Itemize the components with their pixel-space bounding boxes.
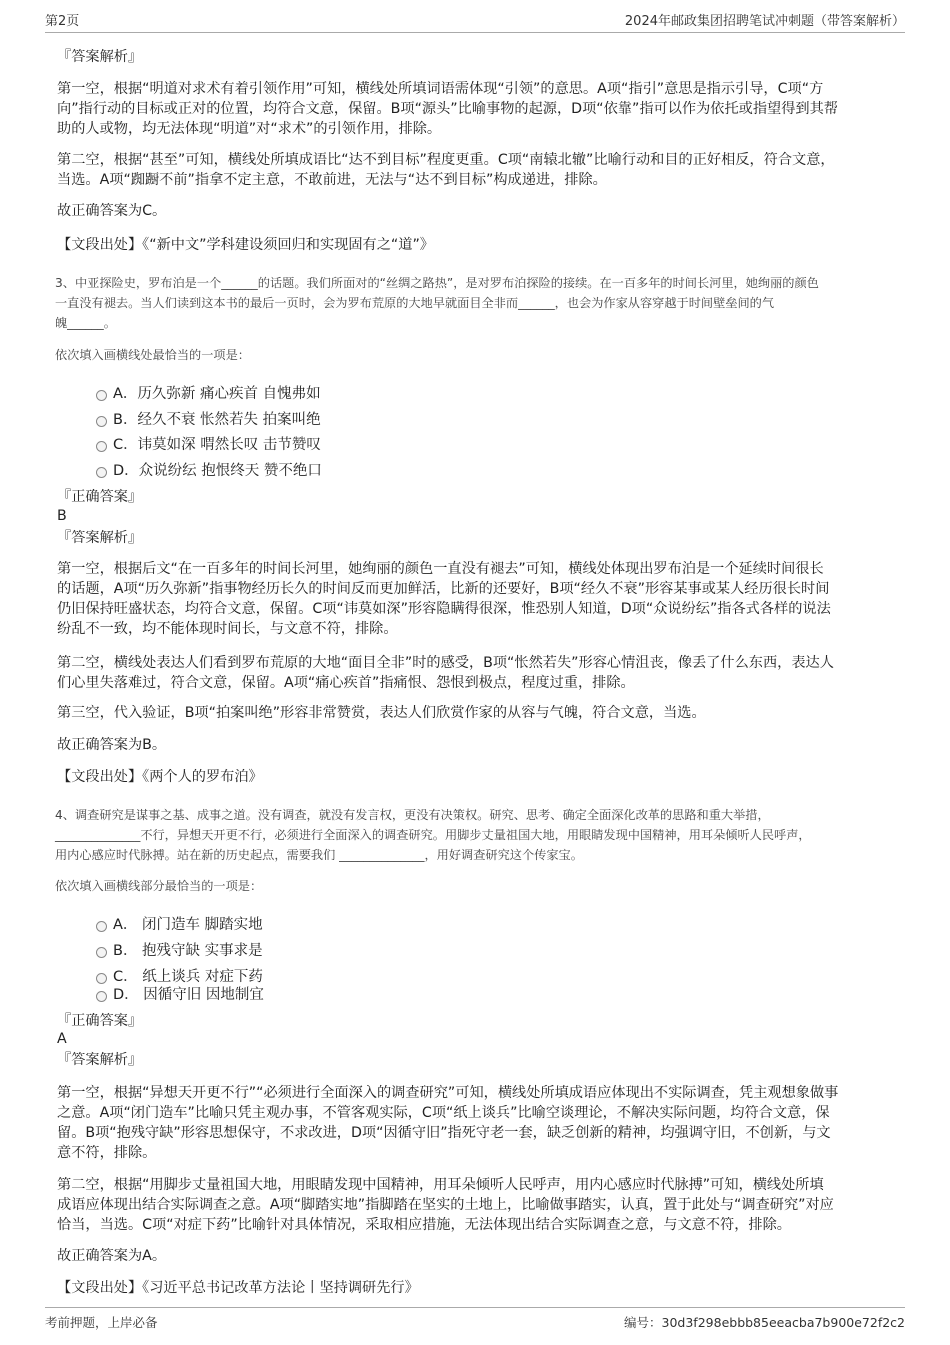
footer-divider [45,1307,905,1308]
footer-slogan: 考前押题，上岸必备 [45,1315,158,1330]
source-citation: 【文段出处】《两个人的罗布泊》 [57,769,263,785]
radio-button[interactable] [96,991,107,1002]
correct-answer: B [57,508,67,524]
option-label: D． 因循守旧 因地制宜 [113,987,264,1003]
radio-button[interactable] [96,973,107,984]
radio-button[interactable] [96,390,107,401]
option-d[interactable] [96,459,322,480]
option-label: D．众说纷纭 抱恨终天 赞不绝口 [113,463,322,479]
text-line: 恰当，当选。C项“对症下药”比喻针对具体情况，采取相应措施，无法体现出结合实际调查之意，与文意不符，排除。 [57,1217,791,1233]
radio-button[interactable] [96,947,107,958]
text-line: 的话题，A项“历久弥新”指事物经历长久的时间反而更加鲜活，比新的还要好，B项“经久不衰”形容某事或某人经历很长时间 [57,581,830,597]
analysis-paragraph [57,559,831,639]
text-line: 们心里失落难过，符合文意，保留。A项“痛心疾首”指痛恨、怨恨到极点，程度过重，排除。 [57,675,635,691]
option-label: A．历久弥新 痛心疾首 自愧弗如 [113,386,321,402]
option-label: C．讳莫如深 喟然长叹 击节赞叹 [113,437,321,453]
correct-answer: A [57,1031,67,1047]
question-prompt: 依次填入画横线处最恰当的一项是： [55,348,250,362]
text-line: 一直没有褪去。当人们读到这本书的最后一页时，会为罗布荒原的大地早就面目全非而______，也会为作家从容穿越于时间壁垒间的气 [55,296,775,310]
analysis-paragraph [57,653,834,693]
option-a[interactable] [96,913,263,934]
analysis-paragraph [57,1175,834,1235]
text-line: 仍旧保持旺盛状态，均符合文意，保留。C项“讳莫如深”形容隐瞒得很深，惟恐别人知道，D项“众说纷纭”指各式各样的说法 [57,601,831,617]
analysis-label: 『答案解析』 [57,49,143,65]
analysis-paragraph [57,150,835,190]
text-line: 意不符，排除。 [57,1145,157,1161]
text-line: 第二空，根据“甚至”可知，横线处所填成语比“达不到目标”程度更重。C项“南辕北辙”比喻行动和目的正好相反，符合文意， [57,152,835,168]
text-line: 纷乱不一致，均不能体现时间长，与文意不符，排除。 [57,621,398,637]
text-line: 第一空，根据后文“在一百多年的时间长河里，她绚丽的颜色一直没有褪去”可知，横线处体现出罗布泊是一个延续时间很长 [57,561,824,577]
correct-answer-label: 『正确答案』 [57,489,143,505]
question-prompt: 依次填入画横线部分最恰当的一项是： [55,879,263,893]
analysis-paragraph [57,703,706,723]
source-citation: 【文段出处】《习近平总书记改革方法论丨坚持调研先行》 [57,1280,419,1296]
document-title: 2024年邮政集团招聘笔试冲刺题（带答案解析） [624,14,905,29]
radio-button[interactable] [96,441,107,452]
text-line: 助的人或物，均无法体现“明道”对“求术”的引领作用，排除。 [57,121,442,137]
text-line: 第三空，代入验证，B项“拍案叫绝”形容非常赞赏，表达人们欣赏作家的从容与气魄，符合文意，当选。 [57,705,706,721]
conclusion: 故正确答案为A。 [57,1248,167,1264]
radio-button[interactable] [96,467,107,478]
option-label: B．经久不衰 怅然若失 拍案叫绝 [113,412,321,428]
page-number: 第2页 [45,14,80,29]
option-b[interactable] [96,408,321,429]
text-line: 之意。A项“闭门造车”比喻只凭主观办事，不管客观实际，C项“纸上谈兵”比喻空谈理论，不解决实际问题，均符合文意，保 [57,1105,830,1121]
correct-answer-label: 『正确答案』 [57,1013,143,1029]
question-stem [55,273,819,333]
analysis-label: 『答案解析』 [57,1052,143,1068]
text-line: ______________不行，异想天开更不行，必须进行全面深入的调查研究。用脚步丈量祖国大地，用眼睛发现中国精神，用耳朵倾听人民呼声， [55,828,811,842]
text-line: 第一空，根据“异想天开更不行”“必须进行全面深入的调查研究”可知，横线处所填成语应体现出不实际调查，凭主观想象做事 [57,1085,839,1101]
text-line: 成语应体现出结合实际调查之意。A项“脚踏实地”指脚踏在坚实的土地上，比喻做事踏实，认真，置于此处与“调查研究”对应 [57,1197,834,1213]
source-citation: 【文段出处】《“新中文”学科建设须回归和实现固有之“道”》 [57,237,434,253]
text-line: 3、中亚探险史，罗布泊是一个______的话题。我们所面对的“丝绸之路热”，是对罗布泊探险的接续。在一百多年的时间长河里，她绚丽的颜色 [55,276,819,290]
header-divider [45,32,905,33]
option-c[interactable] [96,433,321,454]
text-line: 留。B项“抱残守缺”形容思想保守，不求改进，D项“因循守旧”指死守老一套，缺乏创新的精神，均强调守旧，不创新，与文 [57,1125,831,1141]
text-line: 第二空，根据“用脚步丈量祖国大地，用眼睛发现中国精神，用耳朵倾听人民呼声，用内心感应时代脉搏”可知，横线处所填 [57,1177,824,1193]
option-label: B． 抱残守缺 实事求是 [113,943,263,959]
analysis-label: 『答案解析』 [57,530,143,546]
option-label: A． 闭门造车 脚踏实地 [113,917,263,933]
radio-button[interactable] [96,921,107,932]
question-stem [55,805,811,865]
text-line: 第二空，横线处表达人们看到罗布荒原的大地“面目全非”时的感受，B项“怅然若失”形容心情沮丧，像丢了什么东西，表达人 [57,655,834,671]
option-b[interactable] [96,939,263,960]
document-id: 编号：30d3f298ebbb85eeacba7b900e72f2c2 [624,1315,905,1330]
radio-button[interactable] [96,416,107,427]
text-line: 当选。A项“踟蹰不前”指拿不定主意，不敢前进，无法与“达不到目标”构成递进，排除。 [57,172,607,188]
text-line: 4、调查研究是谋事之基、成事之道。没有调查，就没有发言权，更没有决策权。研究、思考、确定全面深化改革的思路和重大举措， [55,808,770,822]
conclusion: 故正确答案为C。 [57,203,167,219]
text-line: 魄______。 [55,316,116,330]
text-line: 第一空，根据“明道对求术有着引领作用”可知，横线处所填词语需体现“引领”的意思。A项“指引”意思是指示引导，C项“方 [57,81,824,97]
analysis-paragraph [57,79,838,139]
option-a[interactable] [96,382,321,403]
conclusion: 故正确答案为B。 [57,737,167,753]
text-line: 向”指行动的目标或正对的位置，均符合文意，保留。B项“源头”比喻事物的起源，D项“依靠”指可以作为依托或指望得到其帮 [57,101,838,117]
option-label: C． 纸上谈兵 对症下药 [113,969,263,985]
option-d[interactable] [96,983,264,1004]
text-line: 用内心感应时代脉搏。站在新的历史起点，需要我们 ______________，用好调查研究这个传家宝。 [55,848,583,862]
analysis-paragraph [57,1083,838,1163]
